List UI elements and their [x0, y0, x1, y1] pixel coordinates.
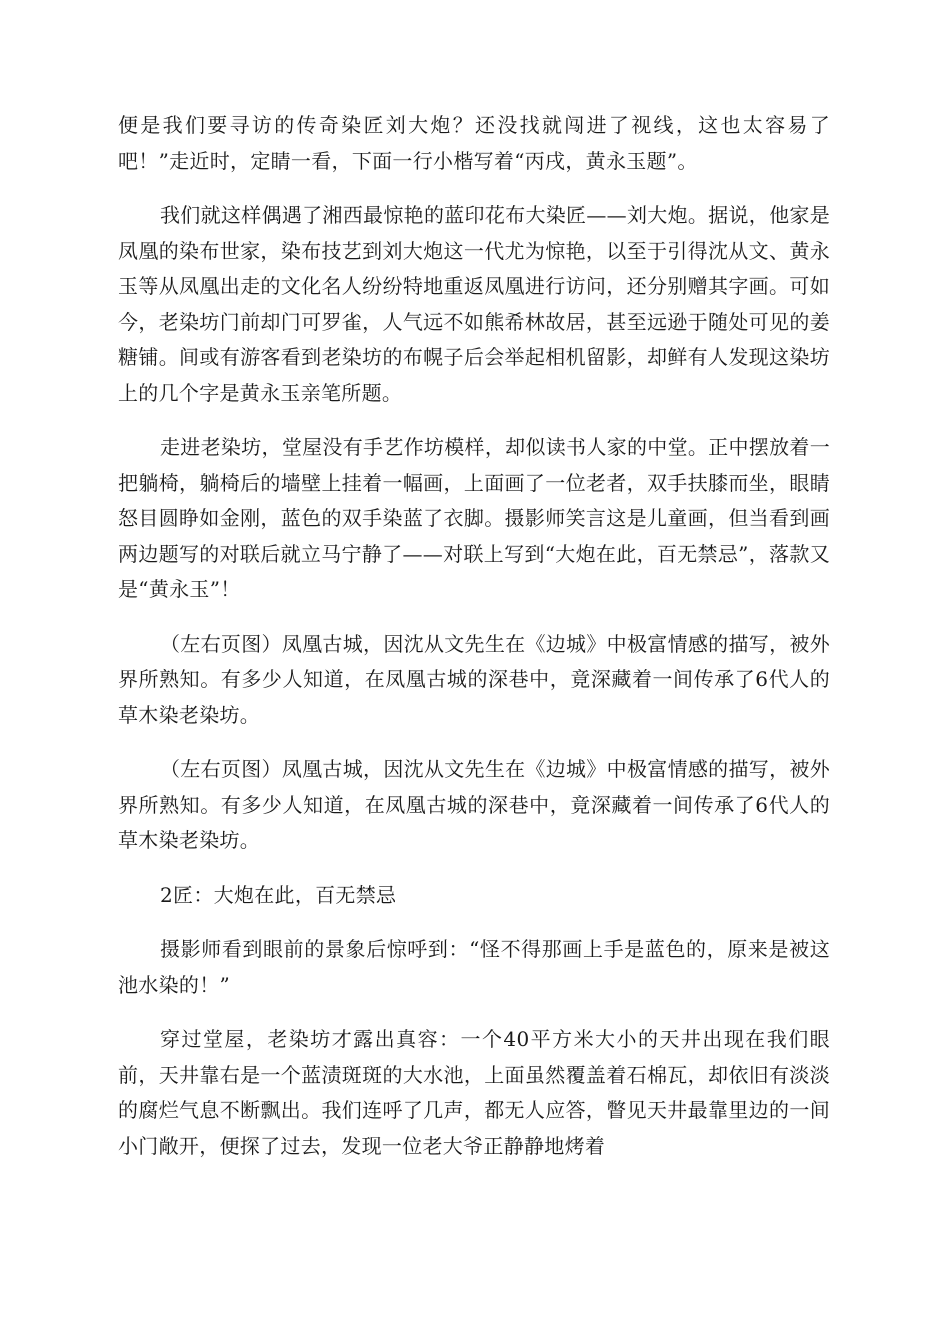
paragraph-3: 走进老染坊，堂屋没有手艺作坊模样，却似读书人家的中堂。正中摆放着一把躺椅，躺椅后的墙壁上挂着一幅画，上面画了一位老者，双手扶膝而坐，眼睛怒目圆睁如金刚，蓝色的双手染蓝了衣脚。摄影师笑言这是儿童画，但当看到画两边题写的对联后就立马宁静了——对联上写到“大炮在此，百无禁忌”，落款又是“黄永玉”！: [118, 435, 830, 601]
paragraph-5: （左右页图）凤凰古城，因沈从文先生在《边城》中极富情感的描写，被外界所熟知。有多少人知道，在凤凰古城的深巷中，竟深藏着一间传承了6代人的草木染老染坊。: [118, 757, 830, 852]
paragraph-1: 便是我们要寻访的传奇染匠刘大炮？还没找就闯进了视线，这也太容易了吧！”走近时，定睛一看，下面一行小楷写着“丙戌，黄永玉题”。: [118, 113, 830, 173]
paragraph-8: 穿过堂屋，老染坊才露出真容：一个40平方米大小的天井出现在我们眼前，天井靠右是一个蓝渍斑斑的大水池，上面虽然覆盖着石棉瓦，却依旧有淡淡的腐烂气息不断飘出。我们连呼了几声，都无人应答，瞥见天井最靠里边的一间小门敞开，便探了过去，发现一位老大爷正静静地烤着: [118, 1027, 830, 1158]
paragraph-2: 我们就这样偶遇了湘西最惊艳的蓝印花布大染匠——刘大炮。据说，他家是凤凰的染布世家，染布技艺到刘大炮这一代尤为惊艳，以至于引得沈从文、黄永玉等从凤凰出走的文化名人纷纷特地重返凤凰进行访问，还分别赠其字画。可如今，老染坊门前却门可罗雀，人气远不如熊希林故居，甚至远逊于随处可见的姜糖铺。间或有游客看到老染坊的布幌子后会举起相机留影，却鲜有人发现这染坊上的几个字是黄永玉亲笔所题。: [118, 203, 830, 405]
document-page: [118, 108, 830, 1183]
paragraph-7: 摄影师看到眼前的景象后惊呼到：“怪不得那画上手是蓝色的，原来是被这池水染的！”: [118, 937, 830, 997]
section-heading: 2匠：大炮在此，百无禁忌: [160, 882, 397, 907]
paragraph-4: （左右页图）凤凰古城，因沈从文先生在《边城》中极富情感的描写，被外界所熟知。有多少人知道，在凤凰古城的深巷中，竟深藏着一间传承了6代人的草木染老染坊。: [118, 631, 830, 727]
